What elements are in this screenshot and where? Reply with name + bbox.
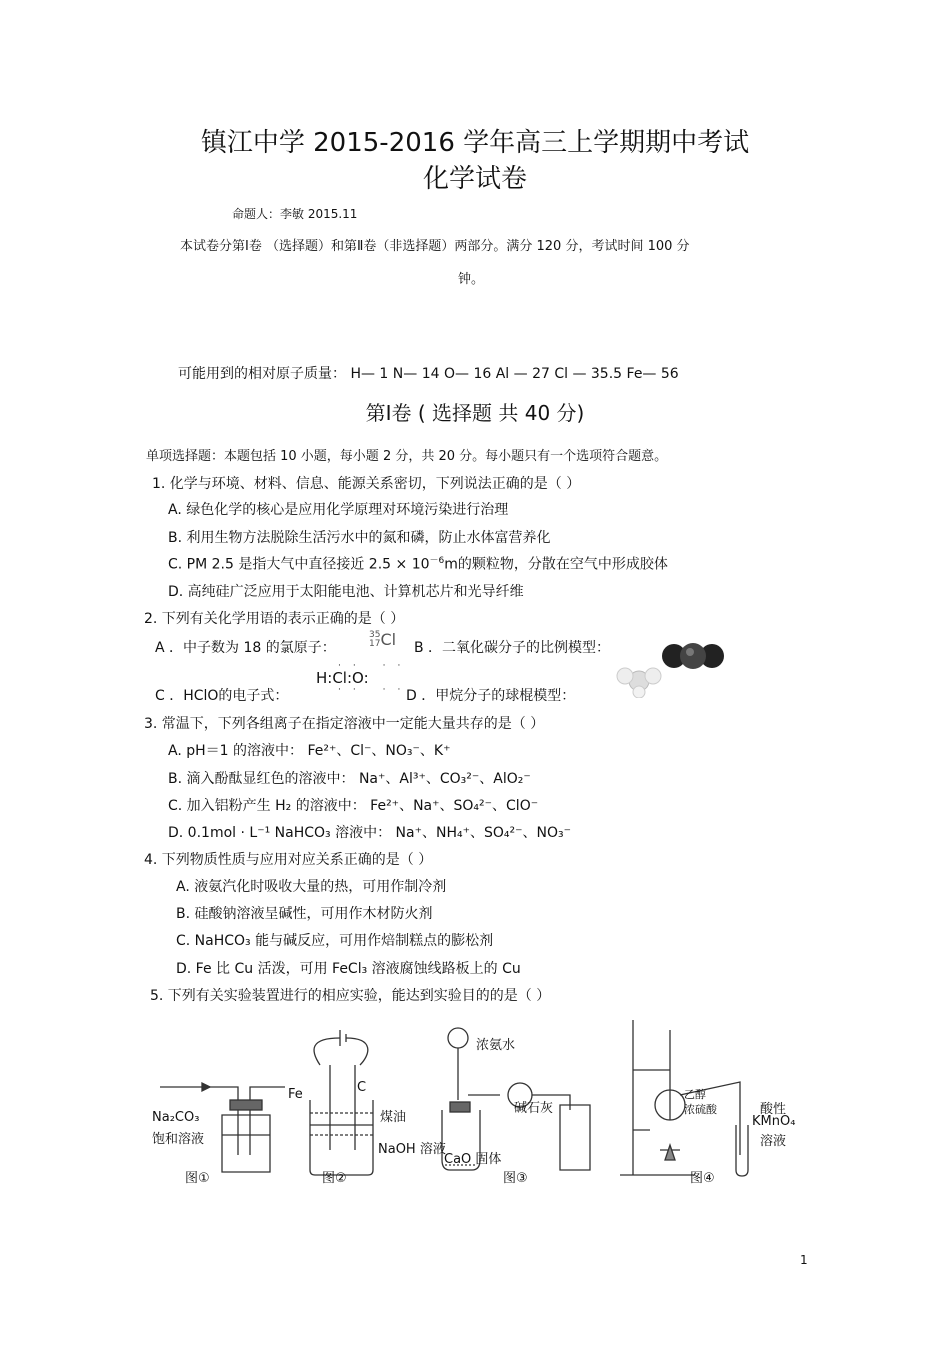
q4-option-b: B. 硅酸钠溶液呈碱性，可用作木材防火剂 (176, 906, 433, 922)
intro-line-2: 钟。 (458, 272, 485, 287)
fig1-label-na2co3: Na₂CO₃ (152, 1110, 200, 1125)
q5-stem: 5. 下列有关实验装置进行的相应实验，能达到实验目的的是（ ） (150, 988, 551, 1004)
figure-2-electrolysis-cell (310, 1030, 373, 1175)
q1-option-d: D. 高纯硅广泛应用于太阳能电池、计算机芯片和光导纤维 (168, 584, 524, 600)
q4-option-a: A. 液氨汽化时吸收大量的热，可用作制冷剂 (176, 879, 447, 895)
isotope-atomic-number: 17 (369, 638, 381, 649)
fig3-label-soda-lime: 碱石灰 (514, 1101, 554, 1116)
electron-formula: H:Cl:O: (316, 669, 369, 687)
chlorine-isotope-symbol (369, 630, 396, 649)
q3-option-c: C. 加入铝粉产生 H₂ 的溶液中： Fe²⁺、Na⁺、SO₄²⁻、ClO⁻ (168, 798, 539, 814)
fig4-label-solution: 溶液 (760, 1134, 787, 1149)
fig2-label-fe: Fe (288, 1087, 303, 1102)
fig1-label-solution: 饱和溶液 (152, 1132, 205, 1147)
q1-option-c-pre: C. PM 2.5 是指大气中直径接近 2.5 × 10 (168, 556, 430, 573)
q2-option-c: C ．HClO的电子式： (155, 688, 289, 704)
fig4-label-ethanol: 乙醇 (684, 1088, 706, 1101)
fig3-caption: 图③ (503, 1171, 528, 1186)
section-instructions: 单项选择题：本题包括 10 小题，每小题 2 分，共 20 分。每小题只有一个选项符合题意。 (146, 449, 668, 464)
q1-option-c (168, 553, 668, 574)
q4-option-d: D. Fe 比 Cu 活泼，可用 FeCl₃ 溶液腐蚀线路板上的 Cu (176, 961, 521, 977)
q2-option-b: B ．二氧化碳分子的比例模型： (414, 640, 611, 656)
fig3-label-ammonia: 浓氨水 (476, 1038, 516, 1053)
electron-dots-bottom: ·· ·· (338, 685, 413, 695)
section-heading: 第Ⅰ卷 ( 选择题 共 40 分) (365, 401, 585, 425)
q3-stem: 3. 常温下，下列各组离子在指定溶液中一定能大量共存的是（ ） (144, 716, 545, 732)
fig4-label-sulfuric-acid: 浓硫酸 (684, 1103, 717, 1116)
hclo-electron-formula (316, 660, 412, 696)
q2-option-d: D ．甲烷分子的球棍模型： (406, 688, 576, 704)
q4-stem: 4. 下列物质性质与应用对应关系正确的是（ ） (144, 852, 433, 868)
isotope-element: Cl (380, 630, 397, 649)
q2-option-a: A ．中子数为 18 的氯原子： (155, 640, 336, 656)
q3-option-a: A. pH＝1 的溶液中： Fe²⁺、Cl⁻、NO₃⁻、K⁺ (168, 743, 451, 759)
fig4-label-acidic: 酸性 (760, 1102, 787, 1117)
exam-subtitle: 化学试卷 (422, 164, 527, 194)
q1-option-c-post: m的颗粒物，分散在空气中形成胶体 (444, 556, 668, 573)
fig2-label-kerosene: 煤油 (380, 1110, 407, 1125)
q1-option-a: A. 绿色化学的核心是应用化学原理对环境污染进行治理 (168, 502, 509, 518)
fig4-caption: 图④ (690, 1171, 715, 1186)
fig2-caption: 图② (322, 1171, 347, 1186)
q4-option-c: C. NaHCO₃ 能与碱反应，可用作焙制糕点的膨松剂 (176, 933, 494, 949)
isotope-mass-number: 35 (369, 629, 381, 640)
atomic-mass-line: 可能用到的相对原子质量： H— 1 N— 14 O— 16 Al — 27 Cl — 35.5 Fe— 56 (178, 366, 679, 382)
q1-option-b: B. 利用生物方法脱除生活污水中的氮和磷，防止水体富营养化 (168, 530, 551, 546)
fig1-caption: 图① (185, 1171, 210, 1186)
q1-option-c-exponent: －6 (429, 556, 445, 566)
q3-option-d: D. 0.1mol · L⁻¹ NaHCO₃ 溶液中： Na⁺、NH₄⁺、SO₄²⁻、NO₃⁻ (168, 825, 571, 841)
intro-line-1: 本试卷分第Ⅰ卷 （选择题）和第Ⅱ卷（非选择题）两部分。满分 120 分，考试时间 100 分 (180, 239, 690, 254)
electron-dots-top: ·· ·· (338, 661, 413, 671)
fig4-label-kmno4: KMnO₄ (752, 1114, 796, 1129)
fig3-label-cao: CaO 固体 (444, 1152, 502, 1167)
arrow-head-icon (202, 1083, 210, 1091)
page-number: 1 (800, 1253, 808, 1267)
fig2-label-naoh: NaOH 溶液 (378, 1142, 446, 1157)
methane-ball-stick-model-icon (615, 664, 663, 698)
fig2-label-c: C (357, 1080, 367, 1095)
co2-space-filling-model-icon (660, 640, 726, 672)
q3-option-b: B. 滴入酚酞显红色的溶液中： Na⁺、Al³⁺、CO₃²⁻、AlO₂⁻ (168, 771, 531, 787)
q2-stem: 2. 下列有关化学用语的表示正确的是（ ） (144, 611, 405, 627)
exam-title: 镇江中学 2015-2016 学年高三上学期期中考试 (200, 128, 750, 158)
q1-stem: 1. 化学与环境、材料、信息、能源关系密切，下列说法正确的是（ ） (152, 476, 581, 492)
author-line: 命题人：李敏 2015.11 (232, 207, 358, 221)
